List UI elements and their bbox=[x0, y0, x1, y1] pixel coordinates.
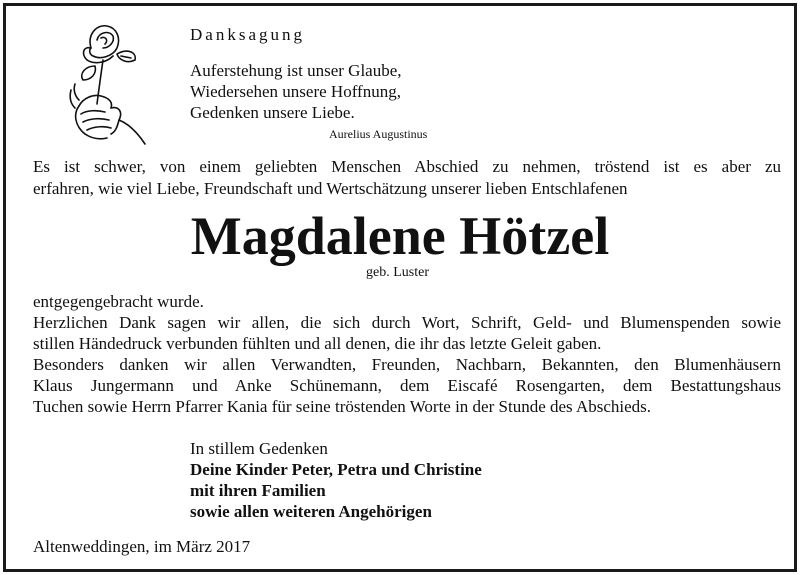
body-paragraph bbox=[33, 291, 781, 417]
intro-paragraph bbox=[33, 156, 781, 200]
body-line: entgegengebracht wurde. bbox=[33, 292, 204, 311]
body-line: Besonders danken wir allen Verwandten, Freunden, Nachbarn, Bekannten, den Blumenhäusern bbox=[33, 355, 781, 374]
hand-holding-rose-icon bbox=[61, 20, 157, 148]
signoff-line: Deine Kinder Peter, Petra und Christine bbox=[190, 460, 482, 479]
notice-heading: Danksagung bbox=[190, 25, 305, 44]
body-line: Herzlichen Dank sagen wir allen, die sich durch Wort, Schrift, Geld- und Blumenspenden sowie bbox=[33, 313, 781, 332]
signoff-line: sowie allen weiteren Angehörigen bbox=[190, 502, 432, 521]
body-line: Tuchen sowie Herrn Pfarrer Kania für seine tröstenden Worte in der Stunde des Abschieds. bbox=[33, 397, 652, 416]
maiden-name: geb. Luster bbox=[366, 265, 429, 280]
deceased-name: Magdalene Hötzel bbox=[190, 206, 610, 266]
intro-line: Es ist schwer, von einem geliebten Menschen Abschied zu nehmen, tröstend ist es aber zu bbox=[33, 157, 781, 176]
intro-line: erfahren, wie viel Liebe, Freundschaft und Wertschätzung unserer lieben Entschlafenen bbox=[33, 179, 628, 198]
notice-frame bbox=[3, 3, 797, 572]
body-line: Klaus Jungermann und Anke Schünemann, dem Eiscafé Rosengarten, dem Bestattungshaus bbox=[33, 376, 781, 395]
poem-line: Gedenken unsere Liebe. bbox=[190, 103, 355, 122]
poem-author: Aurelius Augustinus bbox=[329, 127, 428, 141]
poem bbox=[190, 60, 402, 123]
poem-line: Auferstehung ist unser Glaube, bbox=[190, 61, 402, 80]
signoff-line: mit ihren Familien bbox=[190, 481, 326, 500]
header-block bbox=[190, 24, 402, 123]
signoff-intro: In stillem Gedenken bbox=[190, 439, 328, 458]
body-line: stillen Händedruck verbunden fühlten und all denen, die ihr das letzte Geleit gaben. bbox=[33, 334, 602, 353]
poem-line: Wiedersehen unsere Hoffnung, bbox=[190, 82, 401, 101]
signoff bbox=[190, 438, 482, 522]
place-and-date: Altenweddingen, im März 2017 bbox=[33, 537, 251, 556]
